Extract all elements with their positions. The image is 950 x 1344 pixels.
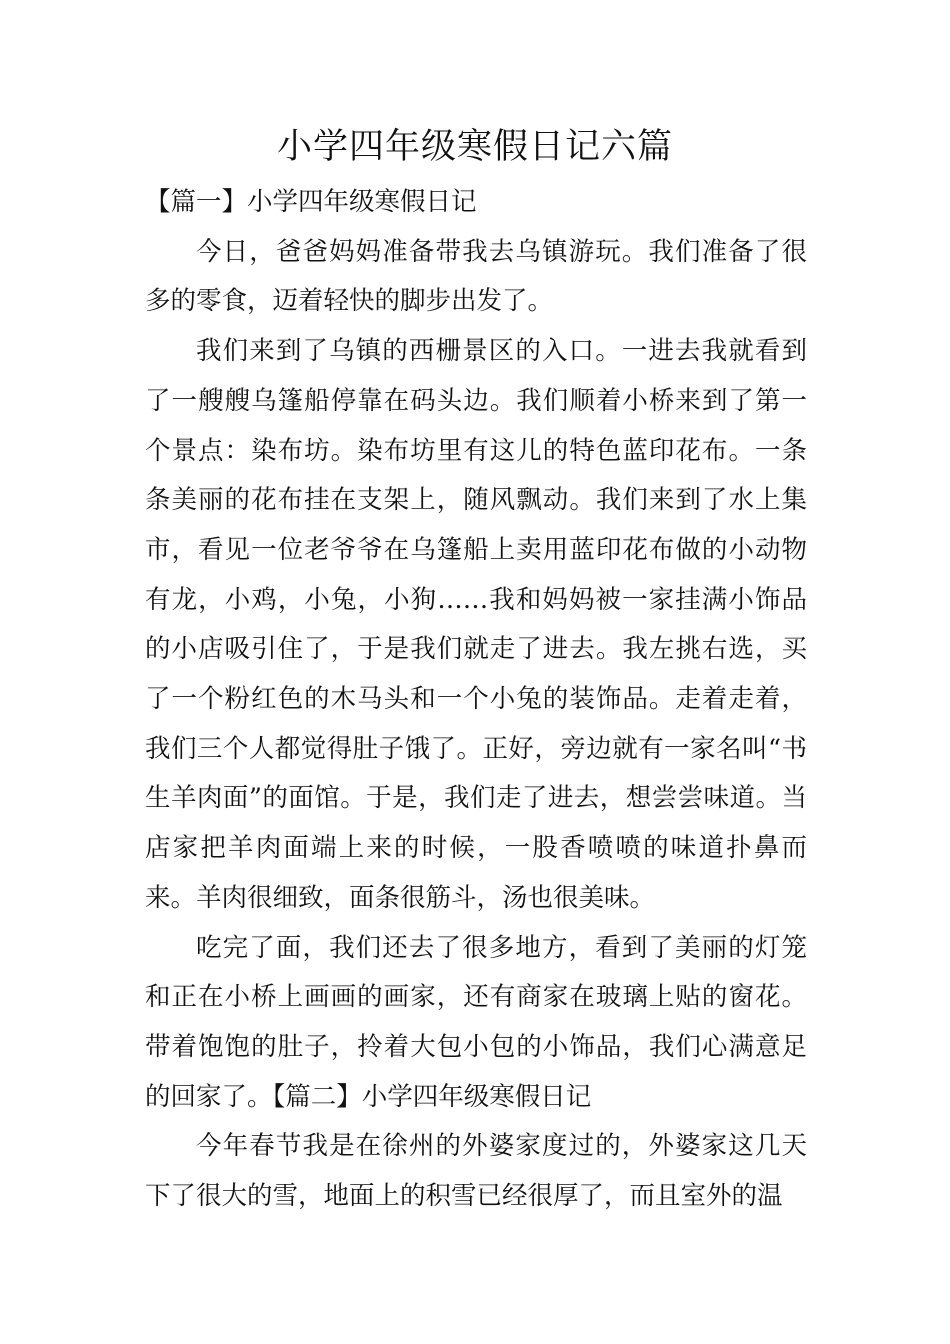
paragraph: 今日，爸爸妈妈准备带我去乌镇游玩。我们准备了很多的零食，迈着轻快的脚步出发了。 bbox=[145, 236, 807, 317]
document-body bbox=[145, 178, 807, 1222]
section-heading-1: 【篇一】小学四年级寒假日记 bbox=[145, 187, 477, 217]
paragraph-with-heading bbox=[145, 924, 807, 1123]
section-heading-2: 【篇二】小学四年级寒假日记 bbox=[272, 1081, 592, 1112]
paragraph: 我们来到了乌镇的西栅景区的入口。一进去我就看到了一艘艘乌篷船停靠在码头边。我们顺着小桥来到了第一个景点：染布坊。染布坊里有这儿的特色蓝印花布。一条条美丽的花布挂在支架上，随风飘动。我们来到了水上集市，看见一位老爷爷在乌篷船上卖用蓝印花布做的小动物有龙，小鸡，小兔，小狗……我和妈妈被一家挂满小饰品的小店吸引住了，于是我们就走了进去。我左挑右选，买了一个粉红色的木马头和一个小兔的装饰品。走着走着，我们三个人都觉得肚子饿了。正好，旁边就有一家名叫“书生羊肉面”的面馆。于是，我们走了进去，想尝尝味道。当店家把羊肉面端上来的时候，一股香喷喷的味道扑鼻而来。羊肉很细致，面条很筋斗，汤也很美味。 bbox=[145, 336, 807, 913]
paragraph-text: 吃完了面，我们还去了很多地方，看到了美丽的灯笼和正在小桥上画画的画家，还有商家在玻璃上贴的窗花。带着饱饱的肚子，拎着大包小包的小饰品，我们心满意足的回家了。 bbox=[145, 932, 807, 1112]
paragraph: 今年春节我是在徐州的外婆家度过的，外婆家这几天下了很大的雪，地面上的积雪已经很厚了，而且室外的温 bbox=[145, 1131, 807, 1212]
document-title: 小学四年级寒假日记六篇 bbox=[276, 127, 673, 167]
